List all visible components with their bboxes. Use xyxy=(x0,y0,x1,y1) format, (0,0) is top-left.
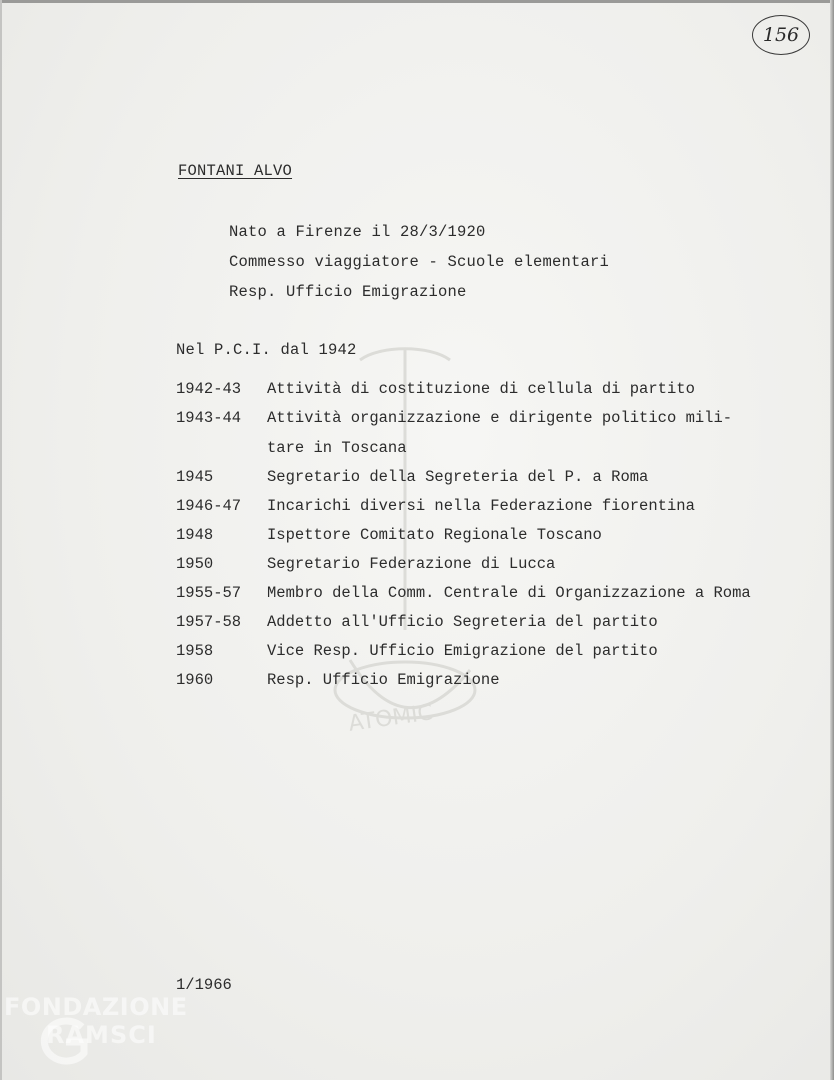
person-name-heading: FONTANI ALVO xyxy=(178,162,293,180)
timeline-year: 1957-58 xyxy=(176,613,242,631)
timeline-year: 1943-44 xyxy=(176,409,242,427)
timeline-desc: Vice Resp. Ufficio Emigrazione del partito xyxy=(267,642,658,660)
timeline-year: 1946-47 xyxy=(176,497,242,515)
timeline-year: 1955-57 xyxy=(176,584,242,602)
timeline-desc: Resp. Ufficio Emigrazione xyxy=(267,671,500,689)
scan-edge-right xyxy=(830,0,834,1080)
timeline-desc: Addetto all'Ufficio Segreteria del partito xyxy=(267,613,658,631)
timeline-desc: Attività di costituzione di cellula di partito xyxy=(267,380,695,398)
timeline-year: 1945 xyxy=(176,468,214,486)
timeline-desc: Segretario della Segreteria del P. a Roma xyxy=(267,468,649,486)
timeline-desc-cont: tare in Toscana xyxy=(267,439,407,457)
timeline-year: 1942-43 xyxy=(176,380,242,398)
info-birth: Nato a Firenze il 28/3/1920 xyxy=(229,223,486,241)
watermark-line2: RAMSCI xyxy=(46,1021,157,1049)
stamp-text: ATOMIC xyxy=(347,700,435,737)
timeline-year: 1960 xyxy=(176,671,214,689)
party-membership: Nel P.C.I. dal 1942 xyxy=(176,341,357,359)
timeline-year: 1950 xyxy=(176,555,214,573)
timeline-desc: Segretario Federazione di Lucca xyxy=(267,555,556,573)
fondazione-gramsci-watermark xyxy=(4,985,219,1075)
timeline-desc: Membro della Comm. Centrale di Organizzazione a Roma xyxy=(267,584,751,602)
watermark-line1: FONDAZIONE xyxy=(4,993,188,1021)
info-role: Resp. Ufficio Emigrazione xyxy=(229,283,467,301)
timeline-desc: Attività organizzazione e dirigente politico mili- xyxy=(267,409,733,427)
info-profession: Commesso viaggiatore - Scuole elementari xyxy=(229,253,610,271)
footer-date: 1/1966 xyxy=(176,976,232,994)
page-number-circle: 156 xyxy=(752,15,810,55)
timeline-year: 1948 xyxy=(176,526,214,544)
timeline-desc: Incarichi diversi nella Federazione fiorentina xyxy=(267,497,695,515)
timeline-desc: Ispettore Comitato Regionale Toscano xyxy=(267,526,602,544)
scan-edge-top xyxy=(0,0,834,3)
scan-edge-left xyxy=(0,0,2,1080)
timeline-year: 1958 xyxy=(176,642,214,660)
